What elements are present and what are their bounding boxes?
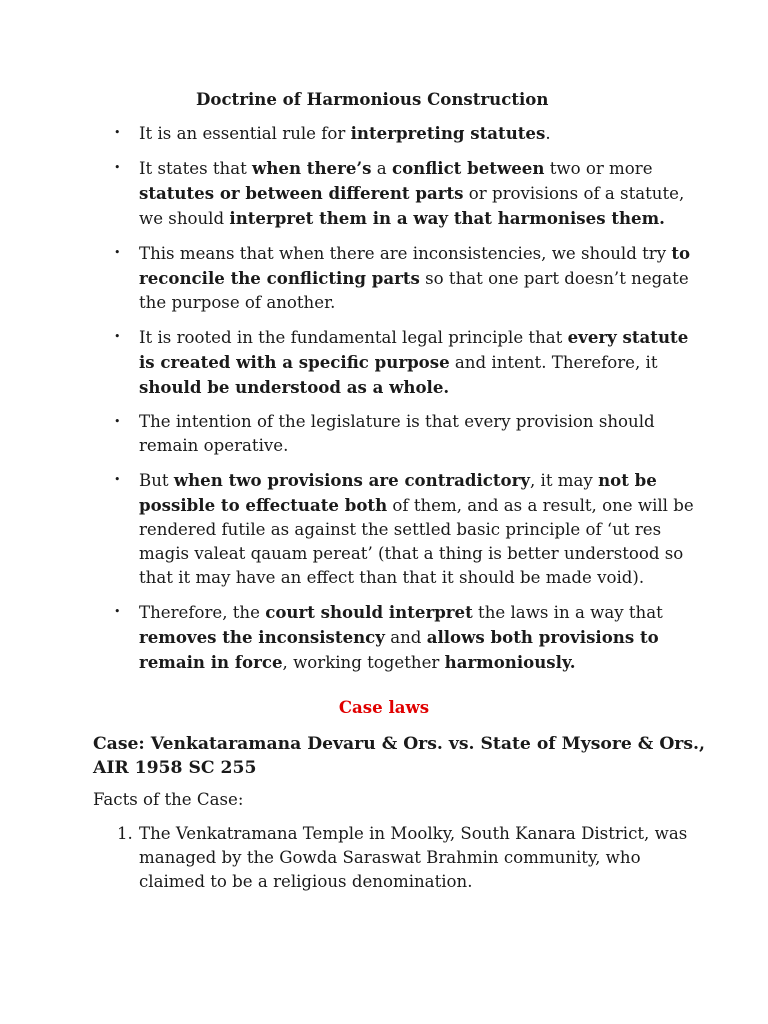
bullet-dot-icon: • [114,415,121,428]
text-run: or provisions of a statute, we should [139,184,685,228]
text-run: a [371,159,392,178]
bold-text: not be possible to effectuate both [139,470,657,515]
facts-label: Facts of the Case: [93,790,244,809]
bullet-dot-icon: • [114,246,121,259]
bullet-item [0,121,768,146]
case-title: Case: Venkataramana Devaru & Ors. vs. State of Mysore & Ors., AIR 1958 SC 255 [93,734,705,778]
bold-text: when there’s [252,158,372,178]
bullet-item [0,156,768,231]
bold-text: should be understood as a whole. [139,377,450,397]
text-run: This means that when there are inconsistencies, we should try [139,244,672,263]
text-run: But [139,471,174,490]
bullet-list [0,121,768,685]
text-run: . [545,124,551,143]
text-run: It states that [139,159,253,178]
bold-text: harmoniously. [444,652,576,672]
text-run: Therefore, the [139,603,266,622]
bold-text: every statute is created with a specific purpose [139,327,689,372]
text-run: so that one part doesn’t negate the purpose of another. [139,269,689,312]
text-run: and intent. Therefore, it [449,353,658,372]
bold-text: court should interpret [265,602,473,622]
document-title: Doctrine of Harmonious Construction [196,89,549,109]
fact-text: The Venkatramana Temple in Moolky, South Kanara District, was managed by the Gowda Saraswat Brahmin community, who claimed to be a religious denomination. [139,824,688,891]
bold-text: removes the inconsistency [139,627,385,647]
text-run: It is rooted in the fundamental legal principle that [139,328,568,347]
bullet-item [0,241,768,315]
text-run: of them, and as a result, one will be rendered futile as against the settled basic principle of ‘ut res magis valeat qauam pereat’ (that a thing is better understood so that it may have an effect than that it should be made void). [139,496,694,587]
bullet-dot-icon: • [114,605,121,618]
bullet-item [0,325,768,400]
bold-text: when two provisions are contradictory [173,470,530,490]
bullet-item [0,600,768,675]
bullet-item [0,410,768,458]
bullet-dot-icon: • [114,330,121,343]
bullet-dot-icon: • [114,126,121,139]
bold-text: interpret them in a way that harmonises them. [229,208,665,228]
case-laws-heading: Case laws [338,697,430,717]
facts-list [0,822,768,894]
text-run: , working together [282,653,445,672]
bold-text: statutes or between different parts [139,183,464,203]
bullet-dot-icon: • [114,161,121,174]
fact-item [0,822,768,894]
bold-text: to reconcile the conflicting parts [139,243,691,288]
bold-text: conflict between [391,158,545,178]
text-run: It is an essential rule for [139,124,351,143]
bullet-dot-icon: • [114,473,121,486]
bold-text: interpreting statutes [350,123,546,143]
bullet-item [0,468,768,590]
bold-text: allows both provisions to remain in force [139,627,659,672]
text-run: two or more [544,159,653,178]
text-run: , it may [529,471,599,490]
text-run: and [384,628,427,647]
fact-number: 1. [117,824,133,843]
text-run: The intention of the legislature is that every provision should remain operative. [139,412,655,455]
text-run: the laws in a way that [472,603,663,622]
